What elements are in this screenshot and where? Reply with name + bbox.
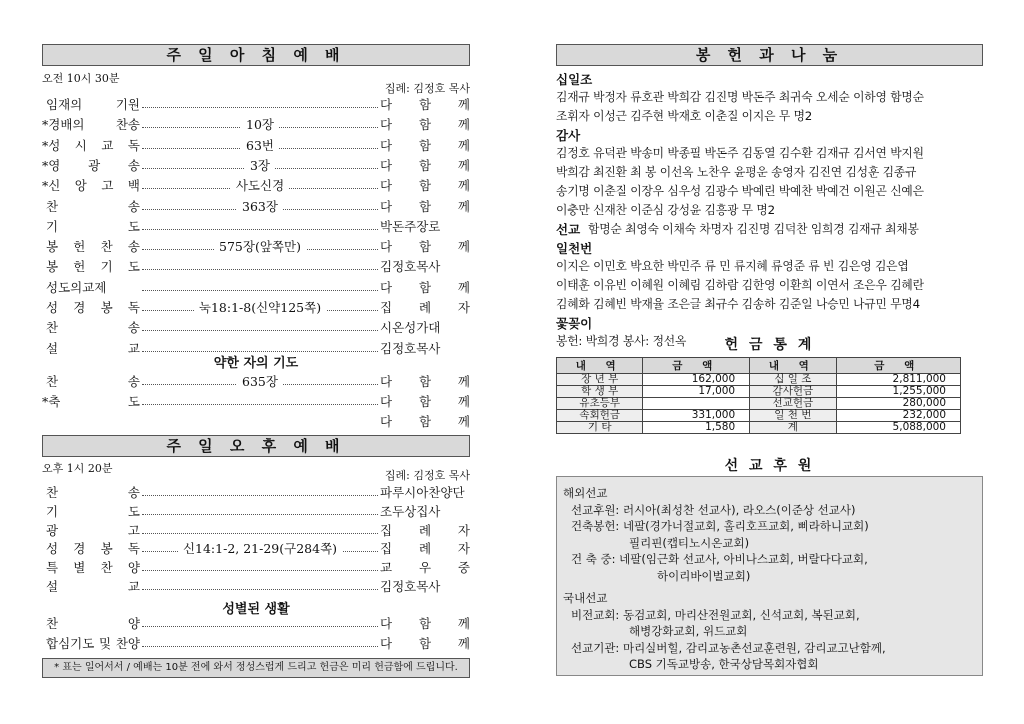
order-detail (142, 197, 378, 217)
order-label: 찬 송 (46, 320, 140, 336)
finance-header-row (557, 358, 961, 374)
offering-names: 김혜화 김혜빈 박재율 조은글 최규수 김송하 김준일 나승민 나규민 무명4 (556, 297, 920, 311)
leader-dots (142, 528, 378, 534)
mission-line: 선교후원: 러시아(최성찬 선교사), 라오스(이준상 선교사) (571, 502, 856, 517)
offering-names: 이충만 신재찬 이준심 강성윤 김흥광 무 명2 (556, 203, 775, 217)
order-row (42, 412, 470, 432)
order-performer: 다 함 께 (380, 635, 470, 651)
order-row (42, 539, 470, 559)
order-performer: 집 례 자 (380, 300, 470, 315)
finance-item: 속회헌금 (557, 410, 643, 422)
order-label: 성 경 봉 독 (46, 300, 140, 315)
offering-names: 박희감 최진환 최 봉 이선옥 노찬우 윤평운 송영자 김진연 김성훈 김종규 (556, 165, 917, 179)
order-performer: 다 함 께 (380, 239, 470, 255)
order-performer: 김정호목사 (380, 340, 441, 356)
order-performer: 파루시아찬양단 (380, 485, 465, 500)
leader-dots (142, 285, 378, 291)
finance-row (557, 422, 961, 434)
order-performer: 조두상집사 (380, 503, 441, 519)
offering-names: 송기명 이춘질 이장우 심우성 김광수 박예린 박예찬 박예건 이원곤 신예은 (556, 184, 924, 198)
finance-item: 장 년 부 (557, 374, 643, 386)
finance-item: 기 타 (557, 422, 643, 434)
finance-amount: 232,000 (836, 410, 960, 422)
leader-dots (142, 621, 378, 627)
order-label: *영 광 송 (42, 157, 140, 173)
order-detail-text: 사도신경 (231, 178, 289, 193)
finance-item: 일 천 번 (750, 410, 836, 422)
order-detail (142, 156, 378, 176)
order-detail-text: 3장 (245, 158, 275, 173)
leader-dots (142, 325, 378, 331)
afternoon-worship-header: 주 일 오 후 예 배 (42, 435, 470, 457)
mission-line: 하이리바이벌교회) (657, 568, 751, 583)
order-row (42, 156, 470, 176)
offering-names: 김정호 유덕관 박송미 박종필 박돈주 김동열 김수환 김재규 김서연 박지원 (556, 146, 924, 160)
order-row (42, 558, 470, 578)
order-label: *신 앙 고 백 (42, 178, 140, 194)
offering-names: 함명순 최영숙 이채숙 차명자 김진명 김덕찬 임희경 김재규 최채봉 (588, 222, 919, 236)
finance-item: 계 (750, 422, 836, 434)
mission-line: 선교기관: 마리실버힐, 감리교농촌선교훈련원, 감리교고난함께, (571, 640, 886, 655)
order-performer: 다 함 께 (380, 137, 470, 153)
order-performer: 집 례 자 (380, 541, 470, 557)
morning-worship-header: 주 일 아 침 예 배 (42, 44, 470, 66)
order-label: 찬 양 (46, 616, 140, 631)
order-label: 성 경 봉 독 (46, 541, 140, 557)
offering-names: 조휘자 이성근 김주현 박재호 이춘질 이지은 무 명2 (556, 109, 813, 123)
finance-item: 학 생 부 (557, 386, 643, 398)
order-performer: 다 함 께 (380, 394, 470, 409)
order-row (42, 318, 470, 338)
order-performer: 다 함 께 (380, 279, 470, 295)
order-performer: 다 함 께 (380, 414, 470, 429)
order-row (42, 502, 470, 522)
order-row (42, 614, 470, 634)
order-label: 찬 송 (46, 198, 140, 214)
offering-group-heading: 감사 (556, 128, 581, 143)
order-performer: 다 함 께 (380, 117, 470, 133)
morning-presider: 집례: 김정호 목사 (384, 82, 470, 95)
leader-dots (142, 346, 378, 352)
order-label: 특 별 찬 양 (46, 560, 140, 576)
order-label: 기 도 (46, 218, 140, 234)
finance-header-cell: 금 액 (836, 358, 960, 374)
order-label: 봉 헌 찬 송 (46, 239, 140, 255)
order-label: 기 도 (46, 503, 140, 519)
mission-line: 해병강화교회, 위드교회 (629, 624, 748, 638)
finance-row (557, 410, 961, 422)
order-detail-text: 10장 (241, 117, 279, 132)
finance-title: 헌 금 통 계 (724, 337, 815, 353)
order-detail (142, 115, 378, 135)
order-detail-text: 635장 (237, 374, 283, 389)
offering-names: 이태훈 이유빈 이혜원 이혜림 김하람 김한영 이환희 이연서 조은우 김혜란 (556, 278, 924, 292)
offering-group-heading: 일천번 (556, 241, 593, 256)
offering-group-heading: 선교 (556, 222, 581, 237)
order-label: 합심기도 및 찬양 (46, 635, 140, 651)
mission-line: 필리핀(캡티노시온교회) (629, 535, 750, 550)
order-performer: 다 함 께 (380, 374, 470, 389)
order-detail-text: 눅18:1-8(신약125쪽) (194, 300, 326, 315)
finance-item: 선교헌금 (750, 398, 836, 410)
order-performer: 다 함 께 (380, 178, 470, 194)
order-label: 설 교 (46, 579, 140, 594)
order-performer: 집 례 자 (380, 522, 470, 538)
order-row (42, 634, 470, 654)
finance-item: 유초등부 (557, 398, 643, 410)
order-performer: 김정호목사 (380, 259, 441, 275)
finance-amount: 162,000 (643, 374, 750, 386)
order-row (42, 237, 470, 257)
order-row (42, 257, 470, 277)
order-row (42, 298, 470, 318)
order-label: *축 도 (42, 394, 140, 409)
order-detail-text: 575장(앞쪽만) (214, 239, 306, 254)
leader-dots (142, 264, 378, 270)
order-performer: 다 함 께 (380, 157, 470, 173)
afternoon-time: 오후 1시 20분 (42, 462, 113, 475)
finance-item: 십 일 조 (750, 374, 836, 386)
order-label: 찬 송 (46, 485, 140, 500)
order-performer: 다 함 께 (380, 198, 470, 214)
leader-dots (142, 641, 378, 647)
order-performer: 교 우 중 (380, 560, 470, 576)
order-row (42, 176, 470, 196)
finance-row (557, 386, 961, 398)
leader-dots (142, 224, 378, 230)
order-row (42, 95, 470, 115)
order-label: *경배의 찬송 (42, 117, 140, 133)
leader-dots (142, 565, 378, 571)
finance-row (557, 398, 961, 410)
order-row (42, 483, 470, 503)
finance-header-cell: 내 역 (750, 358, 836, 374)
mission-line: 건 축 중: 네팔(임근화 선교사, 아비나스교회, 버랄다다교회, (571, 552, 868, 566)
morning-sermon-title: 약한 자의 기도 (213, 356, 299, 371)
order-row (42, 136, 470, 156)
footer-note: * 표는 일어서서 / 예배는 10분 전에 와서 정성스럽게 드리고 헌금은 미리 헌금함에 드립니다. (42, 658, 470, 678)
order-row (42, 217, 470, 237)
order-performer: 다 함 께 (380, 97, 470, 112)
order-label: 봉 헌 기 도 (46, 259, 140, 275)
leader-dots (142, 584, 378, 590)
leader-dots (142, 102, 378, 108)
order-detail (142, 237, 378, 257)
finance-header-cell: 내 역 (557, 358, 643, 374)
order-label: 임재의 기원 (46, 97, 140, 112)
offering-group-heading: 십일조 (556, 72, 593, 87)
finance-table (556, 357, 961, 434)
order-row (42, 372, 470, 392)
offering-header: 봉 헌 과 나 눔 (556, 44, 983, 66)
order-detail-text: 63번 (241, 138, 279, 153)
mission-line: 해외선교 (563, 486, 608, 500)
finance-row (557, 374, 961, 386)
order-row (42, 278, 470, 298)
mission-title: 선 교 후 원 (724, 458, 815, 474)
leader-dots (142, 399, 378, 405)
order-performer: 박돈주장로 (380, 218, 441, 234)
mission-line: 비전교회: 동검교회, 마리산전원교회, 신석교회, 복된교회, (571, 607, 860, 622)
mission-box (556, 476, 983, 676)
finance-amount: 1,580 (643, 422, 750, 434)
finance-amount: 5,088,000 (836, 422, 960, 434)
order-label: 찬 송 (46, 374, 140, 389)
mission-line: 국내선교 (563, 591, 608, 605)
order-row (42, 197, 470, 217)
finance-amount (643, 398, 750, 410)
order-label: *성 시 교 독 (42, 137, 140, 153)
order-row (42, 577, 470, 597)
offering-names: 김재규 박정자 류호관 박희감 김진명 박돈주 최귀숙 오세순 이하영 함명순 (556, 90, 924, 104)
mission-line: 건축봉헌: 네팔(경가너절교회, 홀리호프교회, 삐라하니교회) (571, 519, 869, 533)
offering-names: 이지은 이민호 박요한 박민주 류 민 류지혜 류영준 류 빈 김은영 김은엽 (556, 259, 909, 273)
order-detail-text: 신14:1-2, 21-29(구284쪽) (178, 541, 342, 556)
order-label: 성도의교제 (46, 279, 107, 295)
order-detail-text: 363장 (237, 199, 283, 214)
order-performer: 김정호목사 (380, 579, 441, 594)
order-label: 설 교 (46, 340, 140, 356)
finance-amount: 17,000 (643, 386, 750, 398)
finance-amount: 280,000 (836, 398, 960, 410)
order-label: 광 고 (46, 522, 140, 538)
order-row (42, 115, 470, 135)
morning-time: 오전 10시 30분 (42, 72, 120, 85)
afternoon-sermon-title: 성별된 생활 (222, 602, 290, 617)
finance-amount: 1,255,000 (836, 386, 960, 398)
order-row (42, 392, 470, 412)
leader-dots (142, 509, 378, 515)
finance-item: 감사헌금 (750, 386, 836, 398)
leader-dots (142, 490, 378, 496)
afternoon-presider: 집례: 김정호 목사 (384, 469, 470, 482)
order-detail (142, 136, 378, 156)
order-detail (142, 372, 378, 392)
finance-amount: 331,000 (643, 410, 750, 422)
order-performer: 다 함 께 (380, 616, 470, 631)
order-performer: 시온성가대 (380, 320, 441, 336)
offering-names: 봉헌: 박희경 봉사: 정선옥 (556, 334, 687, 348)
mission-line: CBS 기독교방송, 한국상담목회자협회 (629, 657, 819, 671)
order-row (42, 521, 470, 541)
finance-amount: 2,811,000 (836, 374, 960, 386)
order-detail (142, 298, 378, 318)
offering-group-heading: 꽃꽂이 (556, 316, 593, 331)
order-detail (142, 539, 378, 559)
order-detail (142, 176, 378, 196)
finance-header-cell: 금 액 (643, 358, 750, 374)
